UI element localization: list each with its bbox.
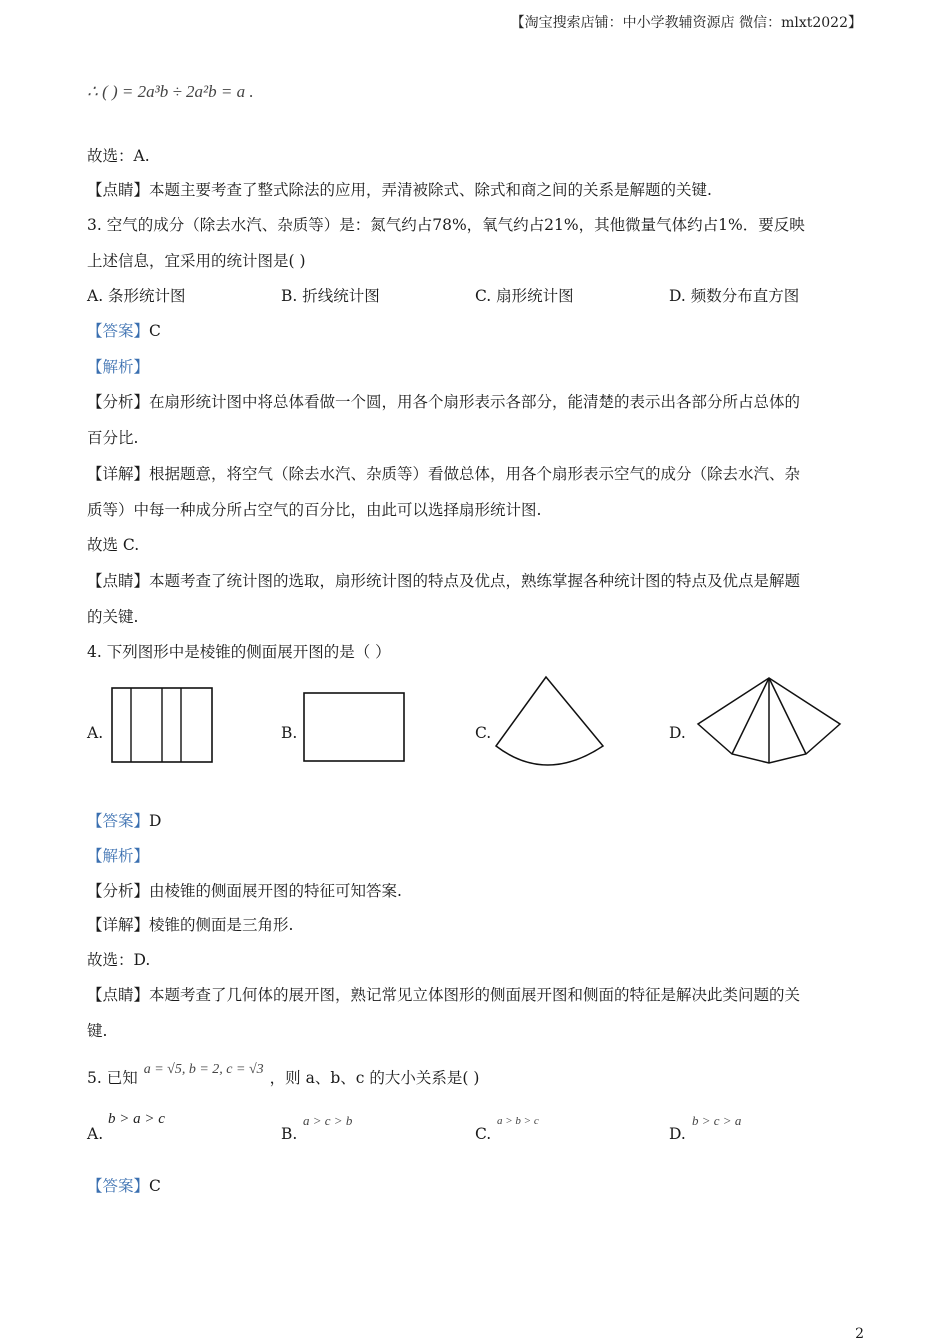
formula-line: ∴ ( ) = 2a³b ÷ 2a²b = a . bbox=[87, 82, 254, 101]
q5-answer bbox=[87, 1174, 161, 1196]
q3-stem-line1: 3. 空气的成分（除去水汽、杂质等）是：氮气约占78%，氧气约占21%，其他微量气体约占1%．要反映 bbox=[87, 216, 805, 234]
fenxi-tag: 【分析】 bbox=[87, 882, 150, 900]
remark-tag: 【点睛】 bbox=[87, 572, 150, 590]
answer-tag: 【答案】 bbox=[87, 322, 150, 340]
fenxi-text: 在扇形统计图中将总体看做一个圆，用各个扇形表示各部分，能清楚的表示出各部分所占总体的 bbox=[149, 393, 801, 411]
q5-stem-math: a = √5, b = 2, c = √3 bbox=[143, 1062, 264, 1077]
remark-text: 本题考查了统计图的选取，扇形统计图的特点及优点，熟练掌握各种统计图的特点及优点是解题 bbox=[149, 572, 801, 590]
q4-figure-d-pyramid-net bbox=[696, 676, 842, 766]
q3-analysis-tag: 【解析】 bbox=[87, 358, 150, 376]
page-header: 【淘宝搜索店铺：中小学教辅资源店 微信：mlxt2022】 bbox=[510, 15, 862, 31]
q2-remark bbox=[87, 178, 712, 200]
q3-option-c: C. 扇形统计图 bbox=[475, 287, 574, 305]
fenxi-tag: 【分析】 bbox=[87, 393, 150, 411]
remark-text: 本题考查了几何体的展开图，熟记常见立体图形的侧面展开图和侧面的特征是解决此类问题的关 bbox=[149, 986, 801, 1004]
q5-option-c-label: C. bbox=[475, 1125, 492, 1143]
answer-value: C bbox=[149, 322, 161, 340]
remark-tag: 【点睛】 bbox=[87, 181, 150, 199]
q4-answer bbox=[87, 809, 161, 831]
remark-tag: 【点睛】 bbox=[87, 986, 150, 1004]
xiangjie-tag: 【详解】 bbox=[87, 916, 150, 934]
q5-option-b-label: B. bbox=[281, 1125, 298, 1143]
q4-fenxi bbox=[87, 879, 402, 901]
q3-answer bbox=[87, 319, 161, 341]
q4-figure-b-rectangle bbox=[303, 692, 405, 762]
q5-stem bbox=[87, 1062, 480, 1088]
xiangjie-text: 根据题意，将空气（除去水汽、杂质等）看做总体，用各个扇形表示空气的成分（除去水汽、杂 bbox=[149, 465, 801, 483]
q5-option-d-math: b > c > a bbox=[692, 1113, 742, 1128]
q4-figure-c-sector bbox=[495, 676, 607, 768]
q4-option-a-label: A. bbox=[87, 724, 104, 742]
xiangjie-tag: 【详解】 bbox=[87, 465, 150, 483]
q4-xiangjie bbox=[87, 913, 293, 935]
answer-value: D bbox=[149, 812, 162, 830]
q3-xiangjie-line2: 质等）中每一种成分所占空气的百分比，由此可以选择扇形统计图. bbox=[87, 501, 542, 519]
q5-option-c-math: a > b > c bbox=[497, 1115, 539, 1127]
q3-stem-line2: 上述信息，宜采用的统计图是( ) bbox=[87, 252, 306, 270]
q5-stem-suffix: ，则 a、b、c 的大小关系是( ) bbox=[269, 1069, 480, 1087]
q5-option-d-label: D. bbox=[669, 1125, 686, 1143]
q4-option-b-label: B. bbox=[281, 724, 298, 742]
q3-option-a: A. 条形统计图 bbox=[87, 287, 186, 305]
q3-xiangjie-line1 bbox=[87, 462, 800, 484]
q3-fenxi-line1 bbox=[87, 390, 800, 412]
answer-tag: 【答案】 bbox=[87, 1177, 150, 1195]
q4-analysis-tag: 【解析】 bbox=[87, 847, 150, 865]
q5-option-a-math: b > a > c bbox=[108, 1111, 165, 1127]
q5-option-b-math: a > c > b bbox=[303, 1113, 353, 1128]
remark-text: 本题主要考查了整式除法的应用，弄清被除式、除式和商之间的关系是解题的关键. bbox=[149, 181, 712, 199]
q3-choice: 故选 C. bbox=[87, 536, 140, 554]
q2-choice: 故选：A. bbox=[87, 147, 150, 165]
q4-stem: 4. 下列图形中是棱锥的侧面展开图的是（ ） bbox=[87, 643, 391, 661]
q3-option-b: B. 折线统计图 bbox=[281, 287, 380, 305]
q5-option-a-label: A. bbox=[87, 1125, 104, 1143]
q4-option-c-label: C. bbox=[475, 724, 492, 742]
page-number: 2 bbox=[855, 1326, 864, 1342]
answer-value: C bbox=[149, 1177, 161, 1195]
q4-option-d-label: D. bbox=[669, 724, 686, 742]
q4-figure-a-rectangles bbox=[111, 687, 213, 763]
q5-stem-prefix: 5. 已知 bbox=[87, 1069, 138, 1087]
xiangjie-text: 棱锥的侧面是三角形. bbox=[149, 916, 294, 934]
q4-remark-line1 bbox=[87, 983, 800, 1005]
fenxi-text: 由棱锥的侧面展开图的特征可知答案. bbox=[149, 882, 402, 900]
q3-option-d: D. 频数分布直方图 bbox=[669, 287, 800, 305]
q4-choice: 故选：D. bbox=[87, 951, 151, 969]
q3-remark-line2: 的关键. bbox=[87, 608, 139, 626]
q3-remark-line1 bbox=[87, 569, 800, 591]
q4-remark-line2: 键. bbox=[87, 1022, 108, 1040]
answer-tag: 【答案】 bbox=[87, 812, 150, 830]
q3-fenxi-line2: 百分比. bbox=[87, 429, 139, 447]
